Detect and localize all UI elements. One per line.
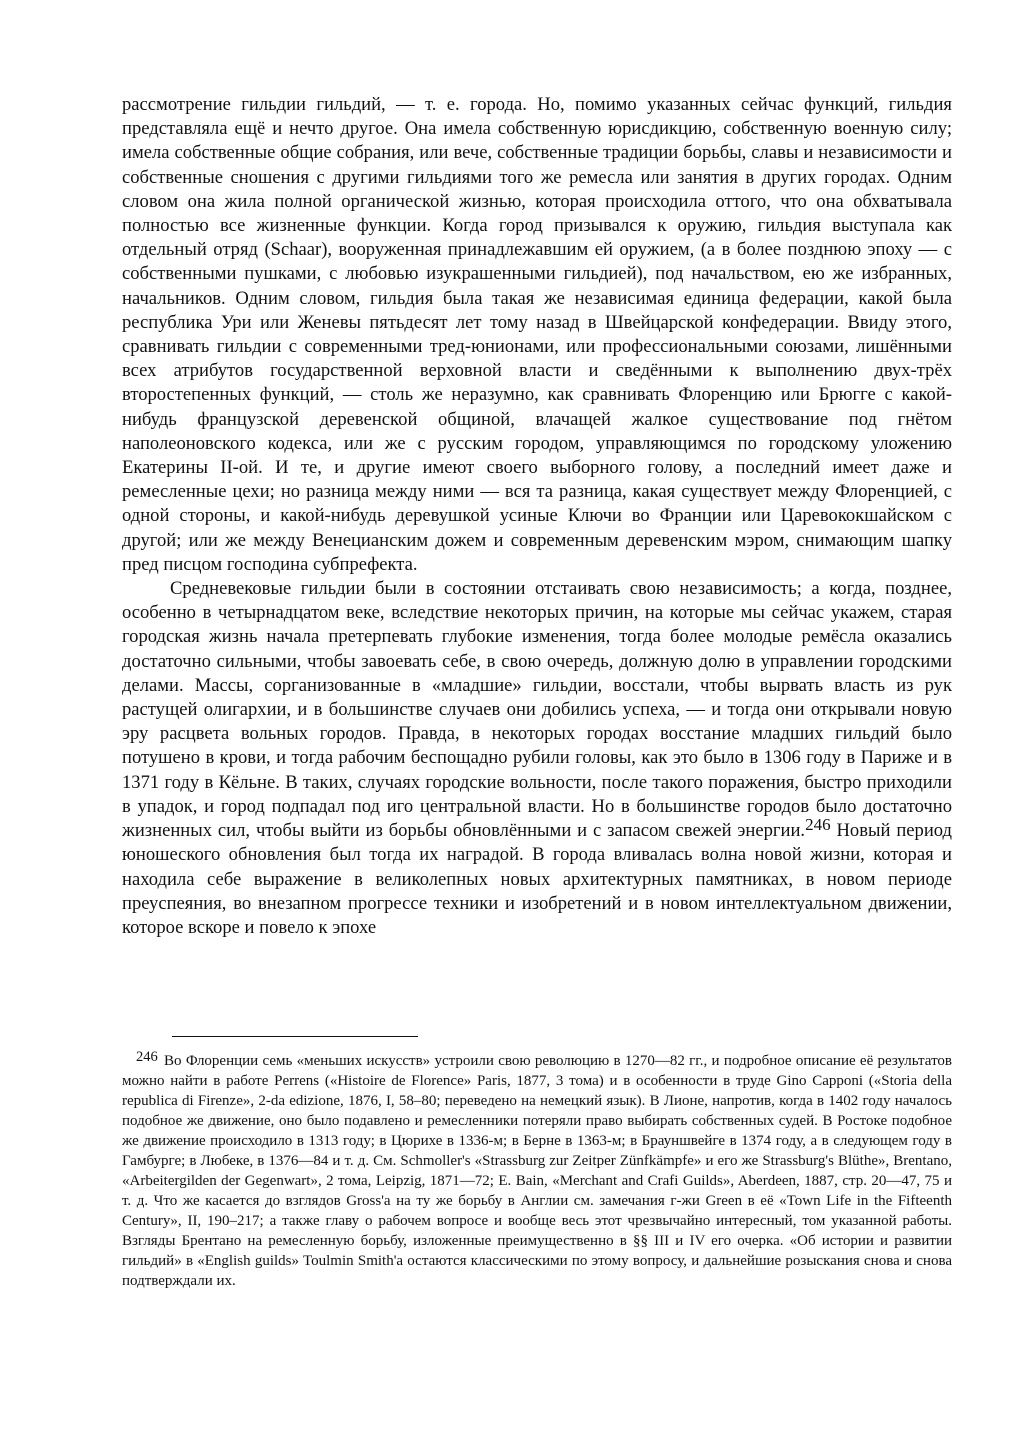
main-text	[122, 93, 952, 940]
footnote-separator	[172, 1036, 418, 1037]
paragraph-text-before-reference: Средневековые гильдии были в состоянии отстаивать свою независимость; а когда, позднее, особенно в четырнадцатом веке, вследствие некоторых причин, на которые мы сейчас укажем, старая городская жизнь начала претерпевать глубокие изменения, тогда более молодые ремёсла оказались достаточно сильными, чтобы завоевать себе, в свою очередь, должную долю в управлении городскими делами. Массы, сорганизованные в «младшие» гильдии, восстали, чтобы вырвать власть из рук растущей олигархии, и в большинстве случаев они добились успеха, — и тогда они открывали новую эру расцвета вольных городов. Правда, в некоторых городах восстание младших гильдий было потушено в крови, и тогда рабочим беспощадно рубили головы, как это было в 1306 году в Париже и в 1371 году в Кёльне. В таких, случаях городские вольности, после такого поражения, быстро приходили в упадок, и город подпадал под иго центральной власти. Но в большинстве городов было достаточно жизненных сил, чтобы выйти из борьбы обновлёнными и с запасом свежей энергии.	[122, 578, 952, 842]
paragraph-guild-independence: рассмотрение гильдии гильдий, — т. е. города. Но, помимо указанных сейчас функций, гильдия представляла ещё и нечто другое. Она имела собственную юрисдикцию, собственную военную силу; имела собственные общие собрания, или вече, собственные традиции борьбы, славы и независимости и собственные сношения с другими гильдиями того же ремесла или занятия в других городах. Одним словом она жила полной органической жизнью, которая происходила оттого, что она обхватывала полностью все жизненные функции. Когда город призывался к оружию, гильдия выступала как отдельный отряд (Schaar), вооруженная принадлежавшим ей оружием, (а в более позднюю эпоху — с собственными пушками, с любовью изукрашенными гильдией), под начальством, ею же избранных, начальников. Одним словом, гильдия была такая же независимая единица федерации, какой была республика Ури или Женевы пятьдесят лет тому назад в Швейцарской конфедерации. Ввиду этого, сравнивать гильдии с современными тред-юнионами, или профессиональными союзами, лишёнными всех атрибутов государственной верховной власти и сведёнными к выполнению двух-трёх второстепенных функций, — столь же неразумно, как сравнивать Флоренцию или Брюгге с какой-нибудь французской деревенской общиной, влачащей жалкое существование под гнётом наполеоновского кодекса, или же с русским городом, управляющимся по городскому уложению Екатерины II-ой. И те, и другие имеют своего выборного голову, а последний имеет даже и ремесленные цехи; но разница между ними — вся та разница, какая существует между Флоренцией, с одной стороны, и какой-нибудь деревушкой усиные Ключи во Франции или Царевококшайском с другой; или же между Венецианским дожем и современным деревенским мэром, снимающим шапку пред писцом господина субпрефекта.	[122, 94, 952, 575]
paragraph-medieval-guilds	[122, 577, 952, 940]
footnote-mark: 246	[136, 1049, 158, 1065]
footnote-text: Во Флоренции семь «меньших искусств» устроили свою революцию в 1270—82 гг., и подробное описание её результатов можно найти в работе Perrens («Histoire de Florence» Paris, 1877, 3 тома) и в особенности в труде Gino Capponi («Storia della republica di Firenze», 2-da edizione, 1876, I, 58–80; переведено на немецкий язык). В Лионе, напротив, когда в 1402 году началось подобное же движение, оно было подавлено и ремесленники потеряли право выбирать собственных судей. В Ростоке подобное же движение происходило в 1313 году; в Цюрихе в 1336-м; в Берне в 1363-м; в Брауншвейге в 1374 году, а в следующем году в Гамбурге; в Любеке, в 1376—84 и т. д. См. Schmoller's «Strassburg zur Zeitper Zünfkämpfe» и его же Strassburg's Blüthe», Brentano, «Arbeitergilden der Gegenwart», 2 тома, Leipzig, 1871—72; E. Bain, «Merchant and Crafi Guilds», Aberdeen, 1887, стр. 20—47, 75 и т. д. Что же касается до взглядов Gross'а на ту же борьбу в Англии см. замечания г-жи Green в её «Town Life in the Fifteenth Century», II, 190–217; а также главу о рабочем вопросе и вообще весь этот чрезвычайно интересный, том указанной работы. Взгляды Брентано на ремесленную борьбу, изложенные преимущественно в §§ III и IV его очерка. «Об истории и развитии гильдий» в «English guilds» Toulmin Smith'а остаются классическими по этому вопросу, и дальнейшие розыскания снова и снова подтверждали их.	[122, 1053, 953, 1289]
footnote	[122, 1051, 952, 1291]
footnote-reference[interactable]: 246	[805, 815, 831, 835]
paragraph-text-after-reference: Новый период юношеского обновления был тогда их наградой. В города вливалась волна новой жизни, которая и находила себе выражение в великолепных новых архитектурных памятниках, в новом периоде преуспеяния, во внезапном прогрессе техники и изобретений и в новом интеллектуальном движении, которое вскоре и повело к эпохе	[122, 820, 952, 938]
